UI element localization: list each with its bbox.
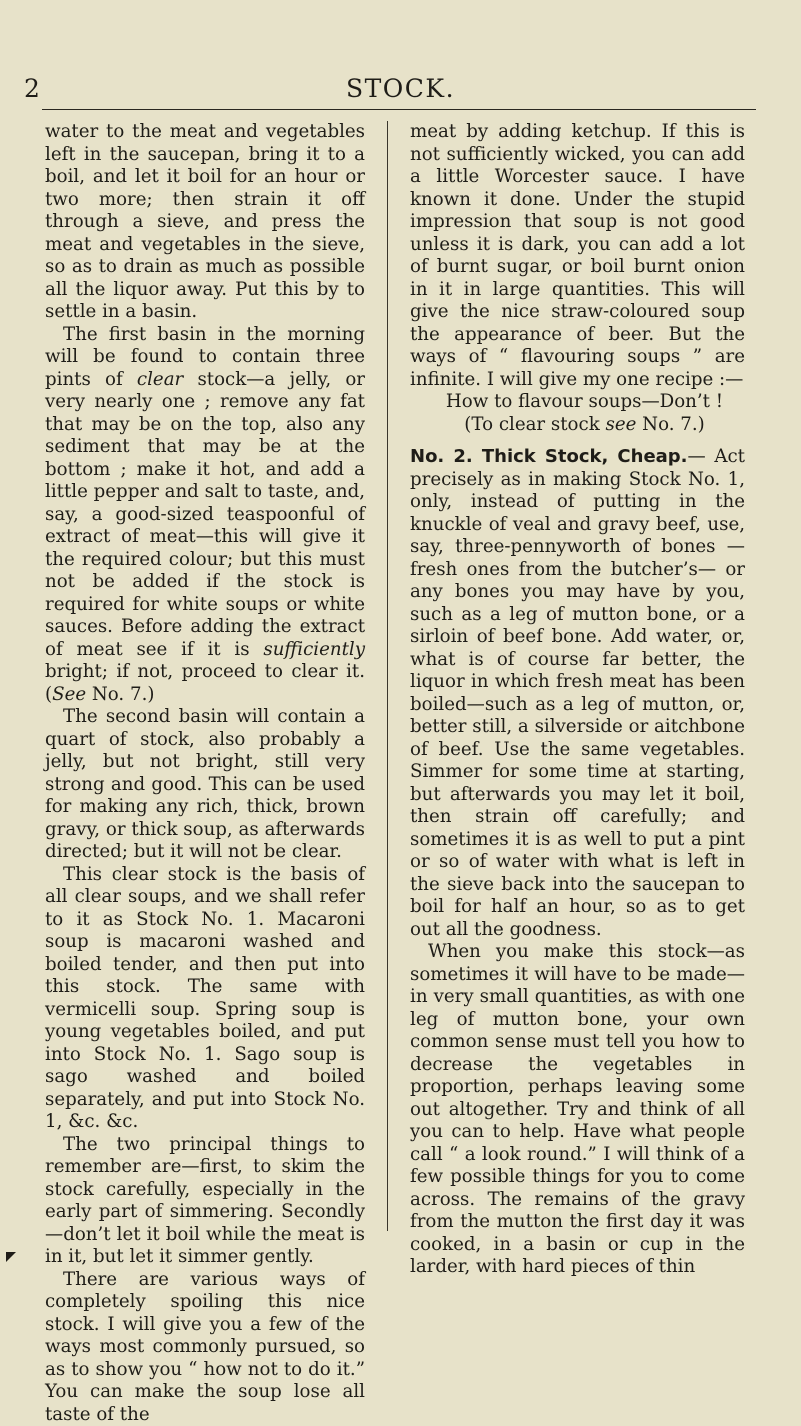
paragraph: The first basin in the morning will be found to contain three pints of clear stock—a jelly, or very nearly one ; remove any fat that may be on the top, also any sediment that may be at the bottom ; make it hot, and add a little pepper and salt to taste, and, say, a good-sized teaspoonful of extract of meat—this will give it the required colour; but this must not be added if the stock is required for white soups or white sauces. Before adding the extract of meat see if it is sufficiently bright; if not, proceed to clear it. (See No. 7.) — [45, 324, 365, 707]
paragraph: The second basin will contain a quart of stock, also probably a jelly, but not bright, still very strong and good. This can be used for making any rich, thick, brown gravy, or thick soup, as afterwards directed; but it will not be clear. — [45, 706, 365, 864]
recipe-paragraph: No. 2. Thick Stock, Cheap.— Act precisely as in making Stock No. 1, only, instead of putting in the knuckle of veal and gravy beef, use, say, three-pennyworth of bones —fresh ones from the butcher’s— or any bones you may have by you, such as a leg of mutton bone, or a sirloin of beef bone. Add water, or, what is of course far better, the liquor in which fresh meat has been boiled—such as a leg of mutton, or, better still, a silverside or aitchbone of beef. Use the same vegetables. Simmer for some time at starting, but afterwards you may let it boil, then strain off carefully; and sometimes it is as well to put a pint or so of water with what is left in the sieve back into the saucepan to boil for half an hour, so as to get out all the goodness. — [410, 446, 745, 941]
paragraph: This clear stock is the basis of all clear soups, and we shall refer to it as Stock No. 1. Macaroni soup is macaroni washed and boiled tender, and then put into this stock. The same with vermicelli soup. Spring soup is young vegetables boiled, and put into Stock No. 1. Sago soup is sago washed and boiled separately, and put into Stock No. 1, &c. &c. — [45, 864, 365, 1134]
paragraph: The two principal things to remember are—first, to skim the stock carefully, especially in the early part of simmering. Secondly—don’t let it boil while the meat is in it, but let it simmer gently. — [45, 1134, 365, 1269]
left-column — [45, 121, 365, 1426]
header-rule — [42, 109, 756, 110]
column-rule — [387, 121, 388, 1231]
paragraph: meat by adding ketchup. If this is not sufficiently wicked, you can add a little Worcester sauce. I have known it done. Under the stupid impression that soup is not good unless it is dark, you can add a lot of burnt sugar, or boil burnt onion in it in large quantities. This will give the nice straw-coloured soup the appearance of beer. But the ways of “ flavouring soups ” are infinite. I will give my one recipe :— — [410, 121, 745, 391]
paragraph: There are various ways of completely spoiling this nice stock. I will give you a few of the ways most commonly pursued, so as to show you “ how not to do it.” You can make the soup lose all taste of the — [45, 1269, 365, 1426]
emphasis: clear — [137, 369, 183, 390]
emphasis: sufficiently — [263, 639, 365, 660]
paragraph: When you make this stock—as sometimes it will have to be made—in very small quantities, as with one leg of mutton bone, your own common sense must tell you how to decrease the vegetables in proportion, perhaps leaving some out altogether. Try and think of all you can to help. Have what people call “ a look round.” I will think of a few possible things for you to come across. The remains of the gravy from the mutton the first day it was cooked, in a basin or cup in the larder, with hard pieces of thin — [410, 941, 745, 1279]
corner-mark — [6, 1252, 16, 1262]
paragraph: (To clear stock see No. 7.) — [410, 414, 745, 437]
page-number: 2 — [24, 74, 40, 104]
paragraph: How to flavour soups—Don’t ! — [410, 391, 745, 414]
right-column — [410, 121, 745, 1279]
recipe-title: No. 2. Thick Stock, Cheap. — [410, 446, 688, 467]
paragraph: water to the meat and vegetables left in the saucepan, bring it to a boil, and let it boil for an hour or two more; then strain it off through a sieve, and press the meat and vegetables in the sieve, so as to drain as much as possible all the liquor away. Put this by to settle in a basin. — [45, 121, 365, 324]
running-title: STOCK. — [0, 74, 801, 104]
emphasis: see — [606, 414, 637, 435]
page-header — [0, 74, 801, 104]
emphasis: See — [52, 684, 86, 705]
